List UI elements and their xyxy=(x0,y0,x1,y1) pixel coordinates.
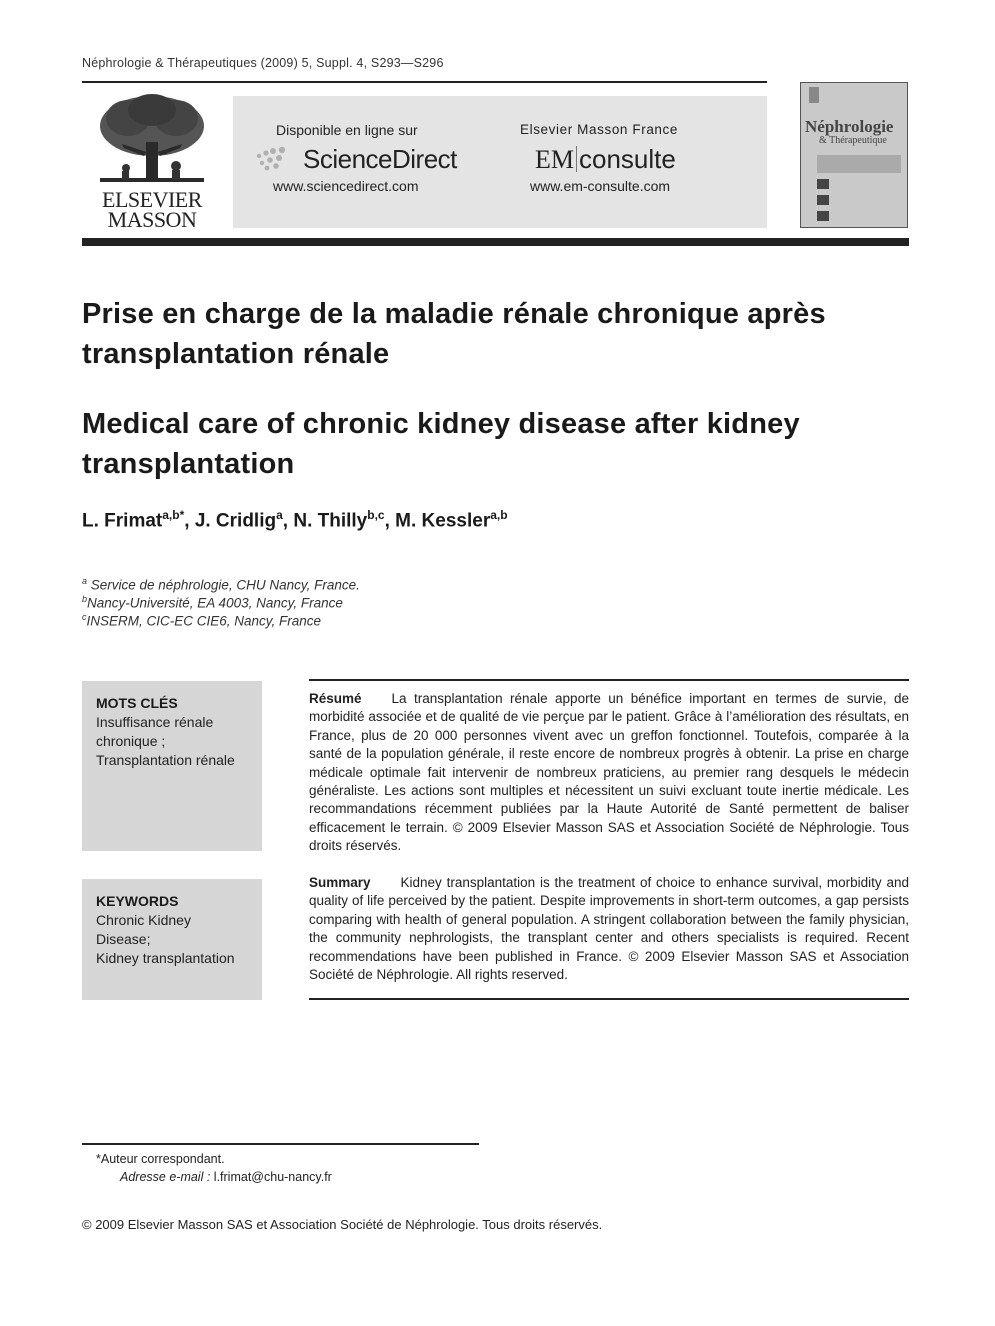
sciencedirect-wordmark: ScienceDirect xyxy=(303,144,457,174)
emconsulte-link[interactable]: www.em-consulte.com xyxy=(530,178,671,194)
keyword-item: Transplantation rénale xyxy=(96,752,235,768)
keywords-en-box xyxy=(82,879,262,1000)
title-french: Prise en charge de la maladie rénale chronique après transplantation rénale xyxy=(82,298,826,370)
keyword-item: Insuffisance rénale xyxy=(96,714,214,730)
abstract-en-copyright: © 2009 Elsevier Masson SAS et Association Société de Néphrologie. All rights reserved. xyxy=(309,948,909,983)
corresponding-author-note: *Auteur correspondant. xyxy=(96,1152,225,1166)
sciencedirect-link[interactable]: www.sciencedirect.com xyxy=(273,178,419,194)
cover-subtitle: & Thérapeutique xyxy=(819,135,887,146)
journal-citation: Néphrologie & Thérapeutiques (2009) 5, Suppl. 4, S293—S296 xyxy=(82,56,444,70)
journal-cover xyxy=(800,82,908,228)
author-list: L. Frimat$^{a,b*}$, J. Cridlig$^a$, N. Thilly$^{b,c}$, M. Kessler$^{a,b}$ xyxy=(82,508,508,532)
abstract-fr-label: Résumé xyxy=(309,691,362,706)
author-sup: a,b xyxy=(490,508,508,522)
abstract-en-text: Kidney transplantation is the treatment of choice to enhance survival, morbidity and quality of life perceived by the patient. Despite improvements in short-term outcomes, a gap persists comparing with health of general population. A stringent collaboration between the family physician, the community nephrologists, the transplant center and others specialists is required. Recent recommendations have been published in France. xyxy=(309,875,909,964)
affiliation-sup: a xyxy=(82,576,88,586)
affiliation xyxy=(82,612,321,629)
author-name: L. Frimat xyxy=(82,510,163,532)
header-rule xyxy=(82,81,767,83)
cover-icon-1 xyxy=(817,179,829,189)
affiliation xyxy=(82,594,343,611)
keyword-item: Disease; xyxy=(96,931,151,947)
cover-title: Néphrologie xyxy=(805,117,894,136)
abstract-bottom-rule xyxy=(309,998,909,1000)
keywords-fr-box xyxy=(82,681,262,851)
cover-logo xyxy=(809,87,819,103)
logo-text-masson: MASSON xyxy=(107,207,197,232)
keywords-fr-heading: MOTS CLÉS xyxy=(96,695,178,711)
abstract-fr-text: La transplantation rénale apporte un bénéfice important en termes de survie, de morbidité associée et de qualité de vie perçue par le patient. Grâce à l’amélioration des résultats, en France, plus de 20 000 personnes vivent avec un greffon fonctionnel. Toutefois, comparée à la santé de la population générale, il reste encore de nombreux progrès à obtenir. La prise en charge médicale optimale fait intervenir de nombreux praticiens, au premier rang desquels le médecin généraliste. Les actions sont multiples et nécessitent un suivi excluant toute inertie médicale. Les recommandations récemment publiées par la Haute Autorité de Santé permettent de baliser efficacement le terrain. xyxy=(309,691,909,835)
abstract-fr-copyright: © 2009 Elsevier Masson SAS et Association Société de Néphrologie. Tous droits réservés. xyxy=(309,819,909,854)
abstract-english xyxy=(309,874,909,984)
sciencedirect-dots-icon xyxy=(255,146,301,174)
cover-icon-3 xyxy=(817,211,829,221)
author-name: M. Kessler xyxy=(395,510,491,532)
email-note xyxy=(120,1170,332,1184)
em-publisher-text: Elsevier Masson France xyxy=(520,122,679,137)
title-english: Medical care of chronic kidney disease after kidney transplantation xyxy=(82,408,800,480)
author-name: N. Thilly xyxy=(293,510,368,532)
emconsulte-wordmark xyxy=(535,144,676,175)
author-sup: b,c xyxy=(367,508,385,522)
email-label: Adresse e-mail : xyxy=(120,1170,211,1184)
author-sup: a,b* xyxy=(162,508,185,522)
em-wordmark-left: EM xyxy=(535,145,574,174)
author-sup: a xyxy=(276,508,283,522)
keyword-item: chronique ; xyxy=(96,733,166,749)
email-link[interactable]: l.frimat@chu-nancy.fr xyxy=(213,1170,332,1184)
em-wordmark-right: consulte xyxy=(579,144,676,174)
cover-text-block xyxy=(817,155,901,173)
affiliation-sup: c xyxy=(82,612,87,622)
keyword-item: Kidney transplantation xyxy=(96,950,235,966)
page-copyright: © 2009 Elsevier Masson SAS et Association Société de Néphrologie. Tous droits réservés. xyxy=(82,1217,603,1232)
footnote-rule xyxy=(82,1143,479,1145)
online-availability-banner xyxy=(233,96,767,228)
header-thick-rule xyxy=(82,238,909,246)
abstract-french xyxy=(309,690,909,856)
tree-logo-icon xyxy=(82,92,222,188)
cover-icon-2 xyxy=(817,195,829,205)
logo-text-elsevier: ELSEVIER xyxy=(102,187,202,212)
author-name: J. Cridlig xyxy=(194,510,277,532)
sd-available-text: Disponible en ligne sur xyxy=(276,122,418,138)
affiliation-text: Service de néphrologie, CHU Nancy, France. xyxy=(87,577,360,593)
affiliation-text: INSERM, CIC-EC CIE6, Nancy, France xyxy=(86,613,322,629)
affiliation xyxy=(82,576,360,593)
publisher-logo xyxy=(82,92,222,232)
affiliation-text: Nancy-Université, EA 4003, Nancy, France xyxy=(87,595,343,611)
affiliation-sup: b xyxy=(82,594,88,604)
abstract-en-label: Summary xyxy=(309,875,371,890)
keywords-en-heading: KEYWORDS xyxy=(96,893,179,909)
abstract-top-rule xyxy=(309,679,909,681)
keyword-item: Chronic Kidney xyxy=(96,912,191,928)
em-divider xyxy=(576,146,577,172)
